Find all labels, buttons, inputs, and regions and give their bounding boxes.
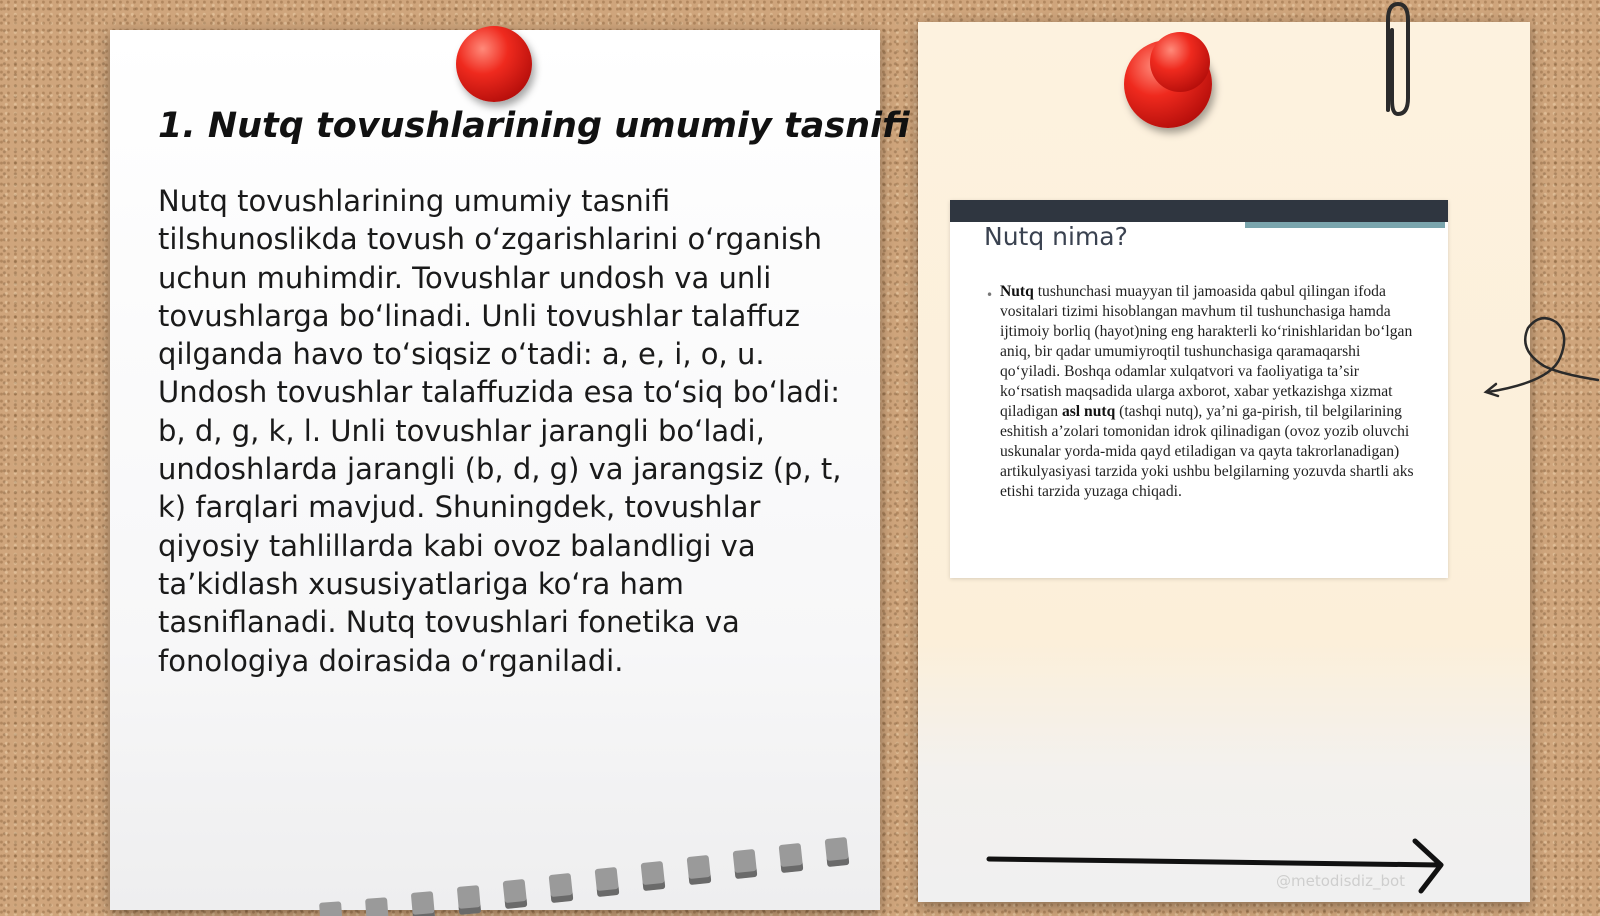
left-note-sheet (110, 30, 910, 910)
torn-paper-edge (310, 816, 910, 916)
slide-text (1000, 282, 1422, 502)
push-pin-icon (456, 26, 532, 102)
page-title: 1. Nutq tovushlarining umumiy tasnifi (158, 106, 910, 146)
push-pin-icon (1150, 32, 1210, 92)
slide-term-nutq: Nutq (1000, 283, 1034, 300)
embedded-slide (950, 200, 1448, 578)
slide-term-asl-nutq: asl nutq (1061, 403, 1116, 420)
slide-header-bar (950, 200, 1448, 222)
slide-text-part-2: (tashqi nutq), yaʼni ga-pirish, til belgilarining eshitish aʼzolari tomonidan idrok qilinadigan (ovoz yozib oluvchi uskunalar yorda-mida qayd etiladigan va qayta takrorlanadigan) artikulyasiyasi tarzida yoki ushbu belgilarning yozuvda shartli aks etishi tarzida yuzaga chiqadi. (1000, 403, 1414, 500)
squiggle-arrow-icon (1480, 310, 1600, 410)
slide-title: Nutq nima? (984, 222, 1128, 251)
slide-text-part-1: tushunchasi muayyan til jamoasida qabul qilingan ifoda vositalari tizimi hisoblangan mavhum til tushunchasiga hamda ijtimoiy borliq (hayot)ning eng harakterli koʻrinishlaridan boʻlgan aniq, bir qadar umumiyroqtil tushunchasiga qaramaqarshi qoʻyiladi. Boshqa odamlar xulqatvori va faoliyatiga taʼsir koʻrsatish maqsadida ularga axborot, xabar yetkazishga xizmat qiladigan (1000, 283, 1413, 420)
body-text: Nutq tovushlarining umumiy tasnifi tilshunoslikda tovush oʻzgarishlarini oʻrganish uchun muhimdir. Tovushlar undosh va unli tovushlarga boʻlinadi. Unli tovushlar talaffuz qilganda havo toʻsiqsiz oʻtadi: a, e, i, o, u. Undosh tovushlar talaffuzida esa toʻsiq boʻladi: b, d, g, k, l. Unli tovushlar jarangli boʻladi, undoshlarda jarangli (b, d, g) va jarangsiz (p, t, k) farqlari mavjud. Shuningdek, tovushlar qiyosiy tahlillarda kabi ovoz balandligi va taʼkidlash xususiyatlariga koʻra ham tasniflanadi. Nutq tovushlari fonetika va fonologiya doirasida oʻrganiladi. (158, 184, 842, 678)
watermark: @metodisdiz_bot (1276, 872, 1406, 890)
slide-header-accent (1245, 222, 1445, 228)
paperclip-icon (1378, 0, 1414, 120)
bullet-icon: • (986, 288, 994, 302)
